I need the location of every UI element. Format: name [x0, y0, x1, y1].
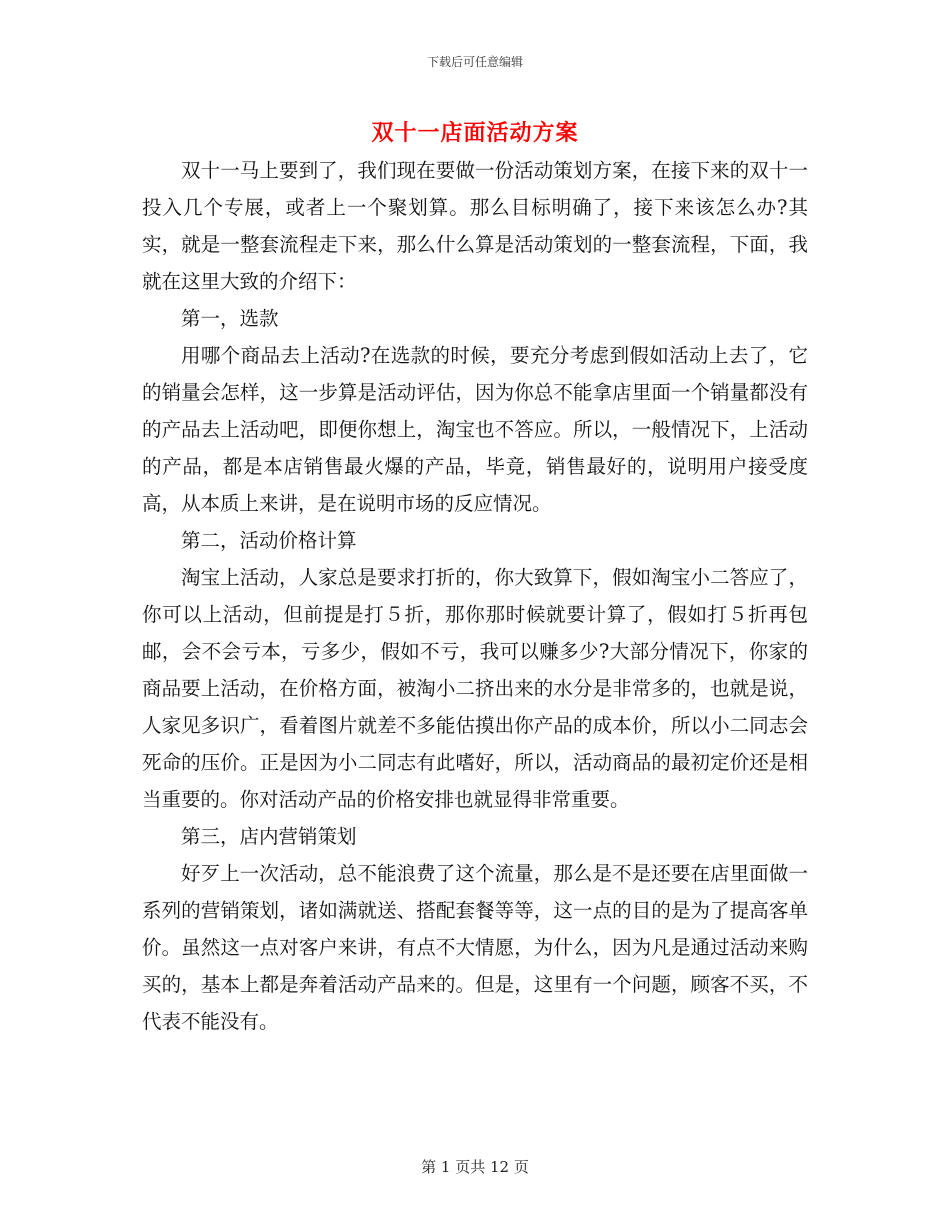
section-heading-3: 第三，店内营销策划 — [181, 825, 357, 848]
page-number: 第 1 页共 12 页 — [421, 1158, 529, 1176]
document-title: 双十一店面活动方案 — [371, 120, 579, 146]
section-paragraph-3: 好歹上一次活动，总不能浪费了这个流量，那么是不是还要在店里面做一系列的营销策划，诸如满就送、搭配套餐等等，这一点的目的是为了提高客单价。虽然这一点对客户来讲，有点不大情愿，为什么，因为凡是通过活动来购买的，基本上都是奔着活动产品来的。但是，这里有一个问题，顾客不买，不代表不能没有。 — [142, 862, 808, 1033]
section-heading-2: 第二，活动价格计算 — [181, 529, 357, 552]
document-body — [142, 152, 808, 1040]
section-heading-1: 第一，选款 — [181, 307, 279, 330]
intro-paragraph: 双十一马上要到了，我们现在要做一份活动策划方案，在接下来的双十一投入几个专展，或者上一个聚划算。那么目标明确了，接下来该怎么办?其实，就是一整套流程走下来，那么什么算是活动策划的一整套流程，下面，我就在这里大致的介绍下： — [142, 159, 808, 293]
section-paragraph-2: 淘宝上活动，人家总是要求打折的，你大致算下，假如淘宝小二答应了，你可以上活动，但前提是打５折，那你那时候就要计算了，假如打５折再包邮，会不会亏本，亏多少，假如不亏，我可以赚多少?大部分情况下，你家的商品要上活动，在价格方面，被淘小二挤出来的水分是非常多的，也就是说，人家见多识广，看着图片就差不多能估摸出你产品的成本价，所以小二同志会死命的压价。正是因为小二同志有此嗜好，所以，活动商品的最初定价还是相当重要的。你对活动产品的价格安排也就显得非常重要。 — [142, 566, 808, 811]
section-paragraph-1: 用哪个商品去上活动?在选款的时候，要充分考虑到假如活动上去了，它的销量会怎样，这一步算是活动评估，因为你总不能拿店里面一个销量都没有的产品去上活动吧，即便你想上，淘宝也不答应。所以，一般情况下，上活动的产品，都是本店销售最火爆的产品，毕竟，销售最好的，说明用户接受度高，从本质上来讲，是在说明市场的反应情况。 — [142, 344, 808, 515]
header-note: 下载后可任意编辑 — [426, 55, 523, 69]
